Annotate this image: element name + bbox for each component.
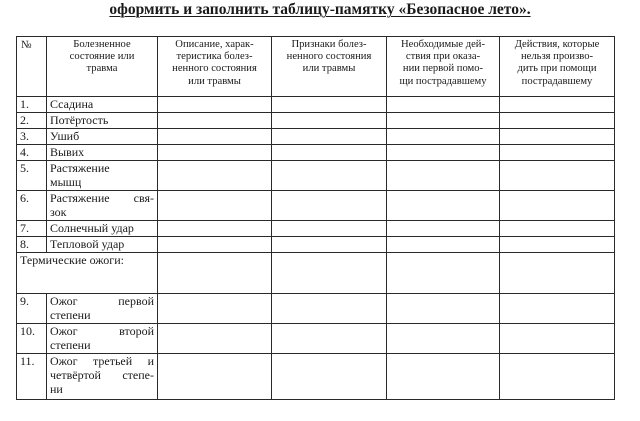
cell-description[interactable] [158,221,272,237]
cell-description[interactable] [158,145,272,161]
cell-first-aid[interactable] [387,191,500,221]
cell-signs[interactable] [272,191,387,221]
header-description [158,37,272,97]
table-row [17,145,615,161]
condition-line: Ожог второй [50,324,154,338]
cell-signs[interactable] [272,97,387,113]
condition-line: Вывих [50,145,85,159]
condition-line: степени [50,338,91,352]
cell-signs[interactable] [272,354,387,400]
row-number: 7. [17,221,47,237]
cell-prohibited[interactable] [500,354,615,400]
cell-signs[interactable] [272,113,387,129]
cell-first-aid[interactable] [387,253,500,294]
cell-prohibited[interactable] [500,191,615,221]
cell-first-aid[interactable] [387,294,500,324]
row-condition [47,324,158,354]
row-number: 1. [17,97,47,113]
header-first-aid [387,37,500,97]
row-condition [47,237,158,253]
header-line: состояние или [69,51,135,63]
condition-line: Ушиб [50,129,80,143]
cell-description[interactable] [158,129,272,145]
cell-prohibited[interactable] [500,113,615,129]
condition-line: Растяжение свя- [50,191,154,205]
table-row [17,161,615,191]
header-line: нельзя произво- [520,51,594,63]
cell-signs[interactable] [272,221,387,237]
condition-line: четвёртой степе- [50,368,154,382]
header-line: ствия при оказа- [405,51,481,63]
cell-description[interactable] [158,237,272,253]
table-row [17,237,615,253]
row-number: 5. [17,161,47,191]
table-row [17,129,615,145]
condition-line: ни [50,382,63,396]
cell-prohibited[interactable] [500,129,615,145]
cell-signs[interactable] [272,324,387,354]
cell-description[interactable] [158,191,272,221]
row-condition [47,97,158,113]
table-row [17,294,615,324]
table-row [17,191,615,221]
cell-description[interactable] [158,113,272,129]
memo-table [16,36,615,400]
header-line: теристика болез- [176,51,253,63]
condition-line: зок [50,205,67,219]
cell-description[interactable] [158,324,272,354]
table-row [17,113,615,129]
cell-first-aid[interactable] [387,161,500,191]
cell-first-aid[interactable] [387,145,500,161]
header-line: Описание, харак- [175,39,254,50]
cell-first-aid[interactable] [387,324,500,354]
cell-signs[interactable] [272,294,387,324]
row-number: 6. [17,191,47,221]
section-row [17,253,615,294]
row-number: 9. [17,294,47,324]
cell-first-aid[interactable] [387,113,500,129]
condition-line: мышц [50,175,82,189]
header-number-text: № [21,39,32,51]
header-line: ненного состояния [286,51,372,63]
condition-line: Растяжение [50,161,110,175]
cell-signs[interactable] [272,129,387,145]
header-line: пострадавшему [521,75,593,87]
cell-prohibited[interactable] [500,97,615,113]
condition-line: Тепловой удар [50,237,125,251]
table-row [17,324,615,354]
cell-prohibited[interactable] [500,324,615,354]
header-line: нии первой помо- [402,63,484,75]
header-line: травма [86,63,118,75]
condition-line: Потёртость [50,113,109,127]
condition-line: Солнечный удар [50,221,134,235]
header-number [17,37,47,97]
cell-prohibited[interactable] [500,161,615,191]
condition-line: Ссадина [50,97,94,111]
row-condition [47,113,158,129]
row-condition [47,191,158,221]
table-row [17,221,615,237]
header-line: Болезненное [73,39,131,50]
header-line: или травмы [188,75,241,87]
row-number: 11. [17,354,47,400]
page-title: оформить и заполнить таблицу-памятку «Безопасное лето». [109,1,531,18]
cell-first-aid[interactable] [387,354,500,400]
cell-signs[interactable] [272,237,387,253]
header-line: Необходимые дей- [400,39,486,50]
header-row [17,37,615,97]
header-line: щи пострадавшему [399,75,487,87]
cell-signs[interactable] [272,253,387,294]
cell-signs[interactable] [272,145,387,161]
cell-description[interactable] [158,294,272,324]
row-condition [47,145,158,161]
row-condition [47,221,158,237]
cell-signs[interactable] [272,161,387,191]
section-label: Термические ожоги: [17,253,158,294]
cell-description[interactable] [158,97,272,113]
header-signs [272,37,387,97]
header-line: дить при помощи [517,63,597,75]
row-condition [47,161,158,191]
header-line: ненного состояния [172,63,257,75]
condition-line: степени [50,308,91,322]
row-number: 10. [17,324,47,354]
header-line: Признаки болез- [291,39,367,50]
row-number: 2. [17,113,47,129]
cell-first-aid[interactable] [387,97,500,113]
cell-prohibited[interactable] [500,221,615,237]
cell-first-aid[interactable] [387,221,500,237]
row-condition [47,294,158,324]
header-condition [47,37,158,97]
row-number: 3. [17,129,47,145]
cell-first-aid[interactable] [387,237,500,253]
row-number: 4. [17,145,47,161]
row-condition [47,354,158,400]
condition-line: Ожог третьей и [50,354,154,368]
cell-description[interactable] [158,354,272,400]
table-row [17,354,615,400]
row-number: 8. [17,237,47,253]
cell-prohibited[interactable] [500,294,615,324]
header-line: Действия, которые [514,39,600,50]
cell-description[interactable] [158,161,272,191]
table-row [17,97,615,113]
row-condition [47,129,158,145]
cell-prohibited[interactable] [500,253,615,294]
condition-line: Ожог первой [50,294,154,308]
header-prohibited [500,37,615,97]
cell-prohibited[interactable] [500,237,615,253]
cell-description[interactable] [158,253,272,294]
cell-first-aid[interactable] [387,129,500,145]
cell-prohibited[interactable] [500,145,615,161]
header-line: или травмы [302,63,356,75]
